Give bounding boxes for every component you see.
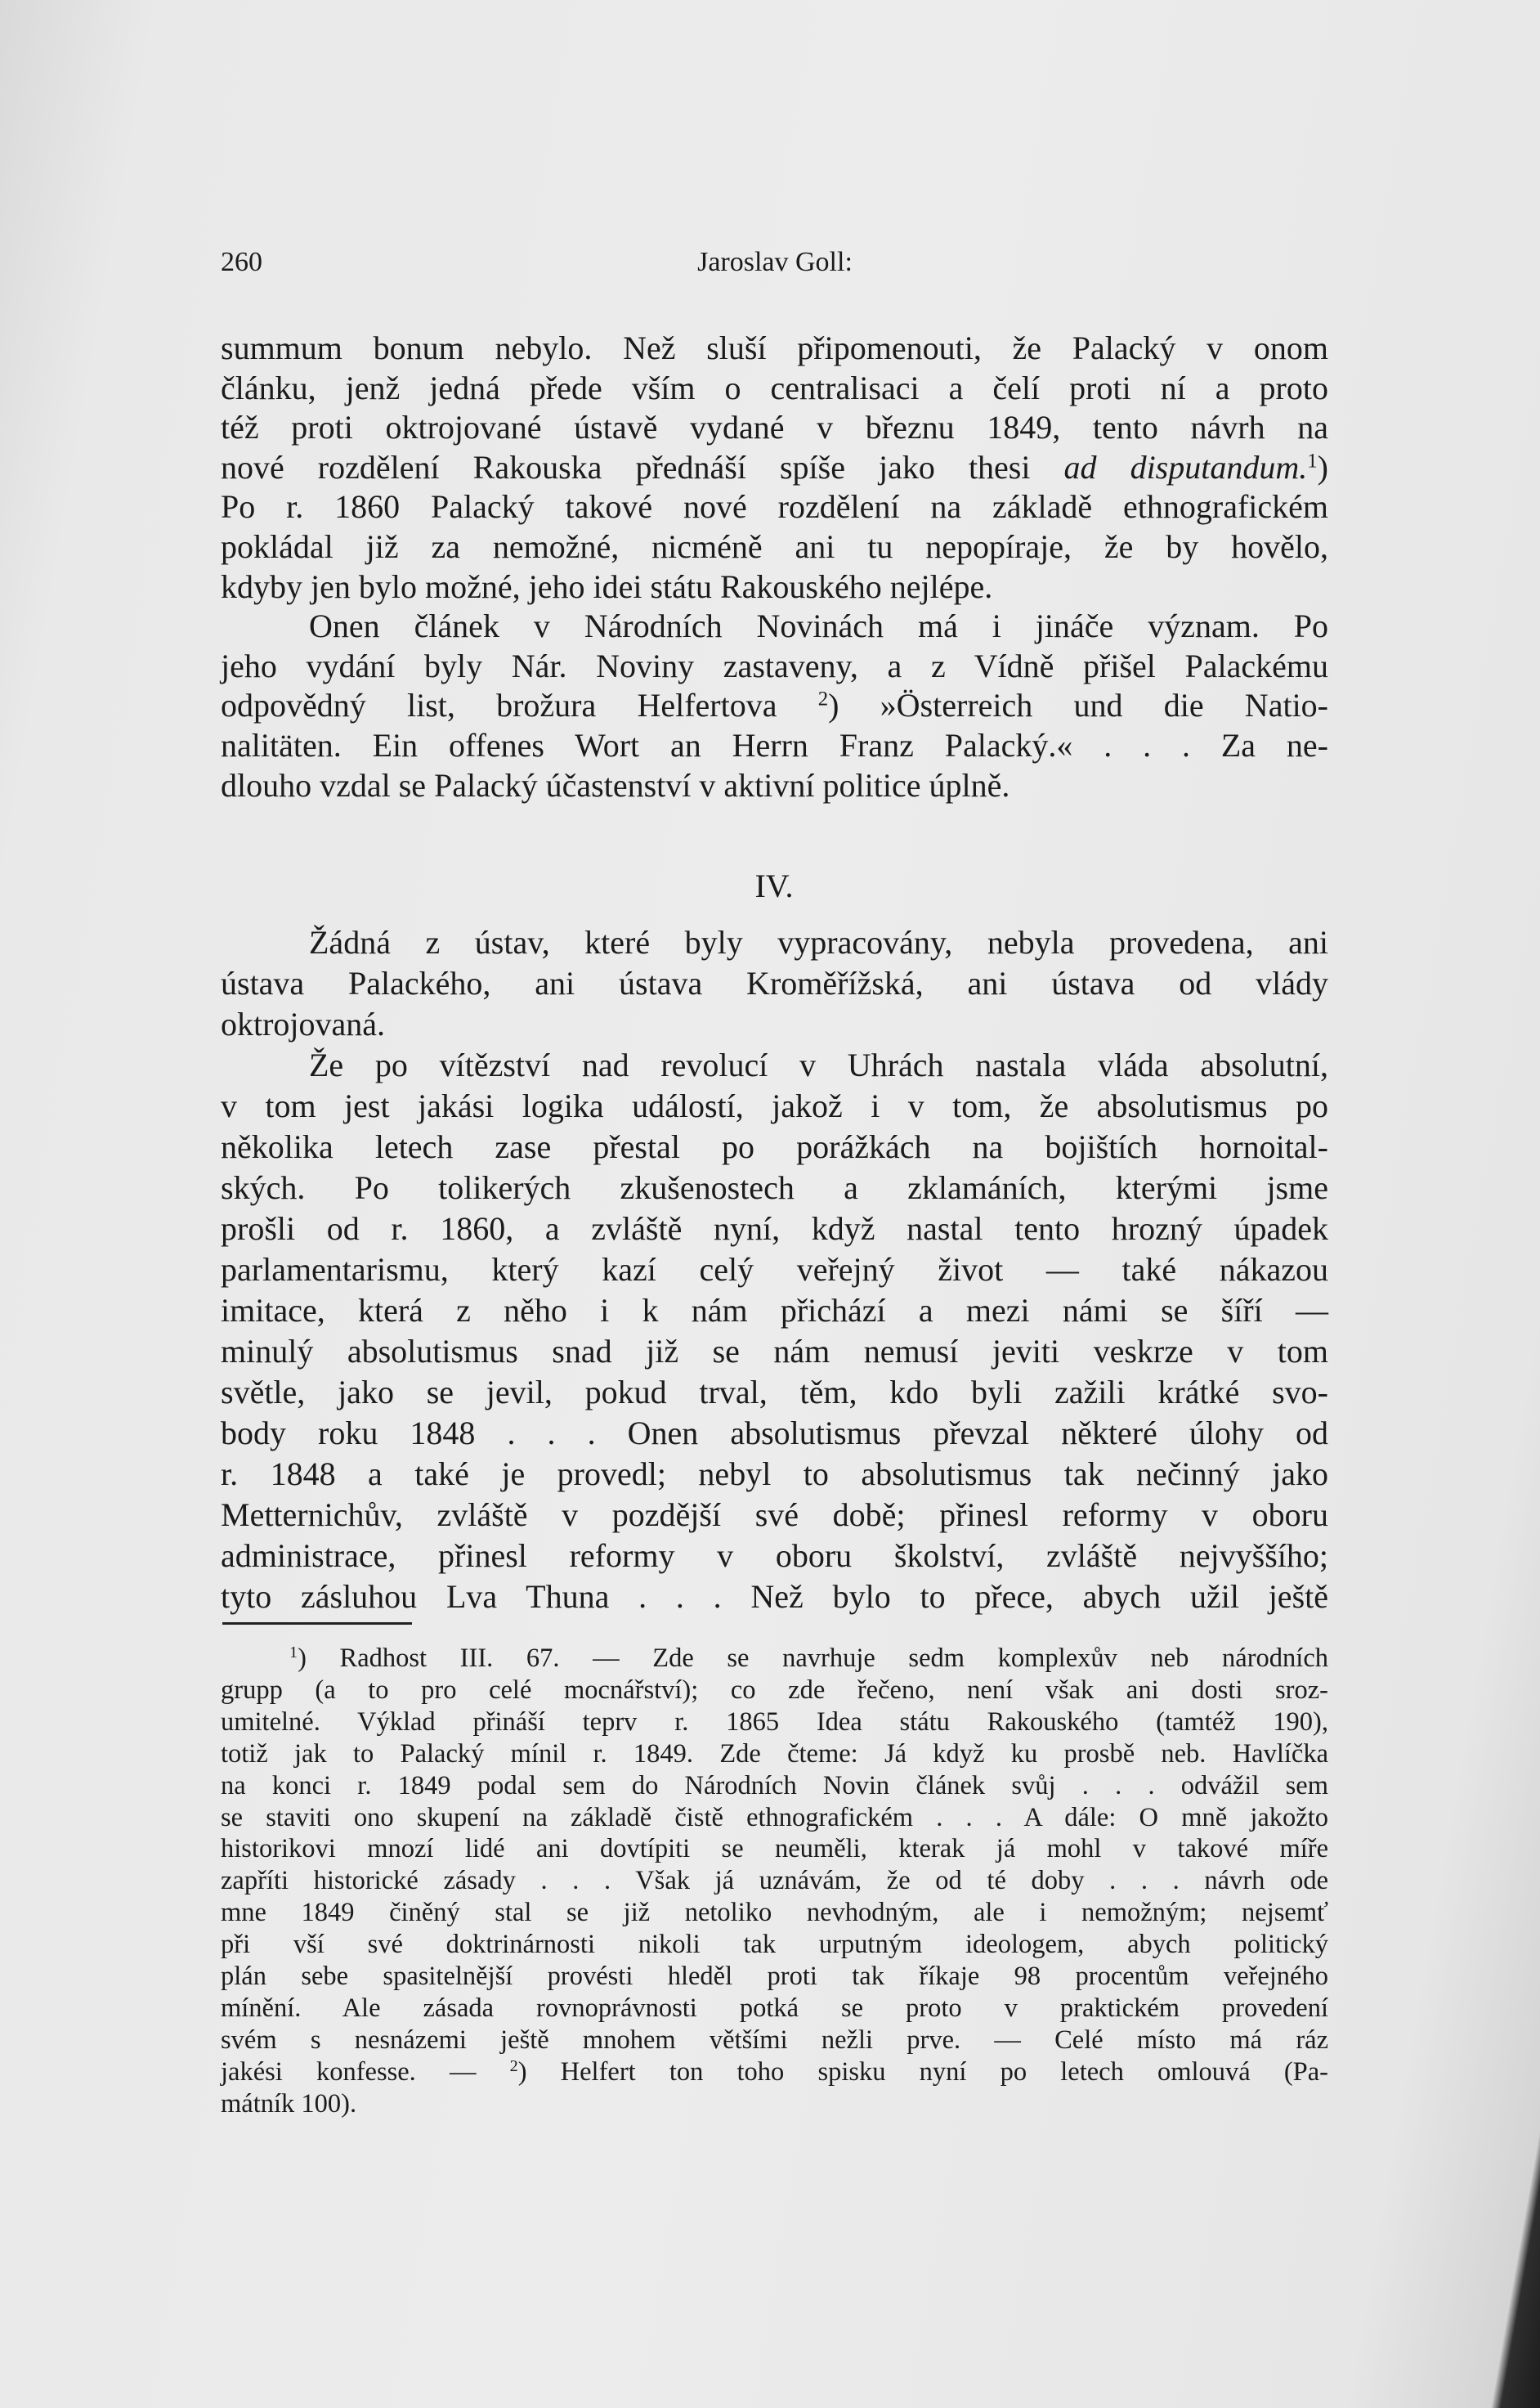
text-run: totiž jak to Palacký mínil r. 1849. Zde čteme: Já když ku prosbě neb. Havlíčka: [221, 1738, 1328, 1769]
footnote-ref: 1: [289, 1643, 298, 1661]
text-line: [221, 1290, 1328, 1331]
text-line: [221, 2088, 1328, 2120]
text-run: dlouho vzdal se Palacký účastenství v aktivní politice úplně.: [221, 766, 1010, 804]
text-line: [221, 647, 1328, 687]
text-run: ) »Österreich und die Natio-: [828, 687, 1328, 724]
text-run: tyto zásluhou Lva Thuna . . . Než bylo to přece, abych užil ještě: [221, 1578, 1328, 1615]
text-run: se staviti ono skupení na základě čistě ethnografickém . . . A dále: O mně jakožto: [221, 1802, 1328, 1832]
text-run: minulý absolutismus snad již se nám nemusí jeviti veskrze v tom: [221, 1333, 1328, 1370]
text-line: [221, 1897, 1328, 1929]
text-run: oktrojovaná.: [221, 1006, 386, 1043]
text-line: [221, 1495, 1328, 1536]
text-line: [221, 2025, 1328, 2056]
italic-text: ad disputandum.: [1063, 448, 1308, 486]
text-run: jakési konfesse. —: [221, 2056, 510, 2087]
page-number: 260: [221, 247, 262, 277]
text-run: jeho vydání byly Nár. Noviny zastaveny, a z Vídně přišel Palackému: [221, 647, 1328, 684]
text-line: [221, 963, 1328, 1004]
text-run: Po r. 1860 Palacký takové nové rozdělení na základě ethnografickém: [221, 488, 1328, 526]
text-line: [221, 1331, 1328, 1372]
text-run: parlamentarismu, který kazí celý veřejný život — také nákazou: [221, 1251, 1328, 1288]
text-line: [221, 1004, 1328, 1045]
text-line: [221, 448, 1328, 488]
text-run: v tom jest jakási logika událostí, jakož i v tom, že absolutismus po: [221, 1087, 1328, 1124]
body-text-block-1: [221, 329, 1328, 805]
text-line: [221, 1536, 1328, 1576]
text-line: [221, 1833, 1328, 1865]
text-run: nalitäten. Ein offenes Wort an Herrn Franz Palacký.« . . . Za ne-: [221, 726, 1328, 764]
text-line: [221, 1961, 1328, 1993]
text-line: [221, 1127, 1328, 1168]
text-run: r. 1848 a také je provedl; nebyl to absolutismus tak nečinný jako: [221, 1455, 1328, 1492]
text-line: [221, 567, 1328, 608]
text-line: [221, 1576, 1328, 1617]
text-run: Metternichův, zvláště v pozdější své době; přinesl reformy v oboru: [221, 1496, 1328, 1533]
body-text-block-2: [221, 922, 1328, 1617]
text-run: Žádná z ústav, které byly vypracovány, nebyla provedena, ani: [309, 924, 1328, 961]
text-run: imitace, která z něho i k nám přichází a mezi námi se šíří —: [221, 1292, 1328, 1329]
text-run: na konci r. 1849 podal sem do Národních Novin článek svůj . . . odvážil sem: [221, 1770, 1328, 1800]
text-line: [221, 922, 1328, 963]
text-line: [221, 686, 1328, 726]
text-line: [221, 1086, 1328, 1127]
footnote-ref: 1: [1307, 450, 1318, 473]
text-line: [221, 2056, 1328, 2088]
text-run: kdyby jen bylo možné, jeho idei státu Rakouského nejlépe.: [221, 567, 993, 605]
text-run: ) Radhost III. 67. — Zde se navrhuje sedm komplexův neb národních: [298, 1643, 1328, 1673]
text-run: zapříti historické zásady . . . Však já uznávám, že od té doby . . . návrh ode: [221, 1866, 1328, 1896]
text-run: ústava Palackého, ani ústava Kroměřížská, ani ústava od vlády: [221, 965, 1328, 1002]
text-line: [221, 1372, 1328, 1413]
text-line: [221, 766, 1328, 806]
running-head: Jaroslav Goll:: [697, 247, 853, 277]
text-line: [221, 1413, 1328, 1454]
text-run: světle, jako se jevil, pokud trval, těm, kdo byli zažili krátké svo-: [221, 1374, 1328, 1410]
text-line: [221, 1929, 1328, 1961]
text-line: [221, 1249, 1328, 1290]
text-line: [221, 726, 1328, 766]
text-line: [221, 1802, 1328, 1834]
text-run: body roku 1848 . . . Onen absolutismus převzal některé úlohy od: [221, 1415, 1328, 1451]
text-run: umitelné. Výklad přináší teprv r. 1865 Idea státu Rakouského (tamtéž 190),: [221, 1706, 1328, 1737]
text-run: článku, jenž jedná přede vším o centralisaci a čelí proti ní a proto: [221, 369, 1328, 406]
text-run: administrace, přinesl reformy v oboru školství, zvláště nejvyššího;: [221, 1537, 1328, 1574]
text-line: [221, 1770, 1328, 1802]
text-run: též proti oktrojované ústavě vydané v březnu 1849, tento návrh na: [221, 409, 1328, 446]
text-line: [221, 369, 1328, 409]
text-line: [221, 1454, 1328, 1495]
text-run: ských. Po tolikerých zkušenostech a zklamáních, kterými jsme: [221, 1169, 1328, 1206]
text-line: [221, 607, 1328, 647]
text-run: mne 1849 činěný stal se již netoliko nevhodným, ale i nemožným; nejsemť: [221, 1898, 1328, 1928]
text-line: [221, 1865, 1328, 1897]
text-run: mátník 100).: [221, 2088, 357, 2119]
text-run: ) Helfert ton toho spisku nyní po letech omlouvá (Pa-: [517, 2056, 1328, 2087]
text-run: nové rozdělení Rakouska přednáší spíše jako thesi: [221, 448, 1064, 486]
text-run: při vší své doktrinárnosti nikoli tak urputným ideologem, abych politický: [221, 1930, 1328, 1960]
text-line: [221, 1993, 1328, 2025]
text-line: [221, 1208, 1328, 1249]
text-line: [221, 1643, 1328, 1675]
text-run: svém s nesnázemi ještě mnohem většími nežli prve. — Celé místo má ráz: [221, 2025, 1328, 2055]
text-run: grupp (a to pro celé mocnářství); co zde řečeno, není však ani dosti sroz-: [221, 1675, 1328, 1705]
text-run: několika letech zase přestal po porážkách na bojištích hornoital-: [221, 1128, 1328, 1165]
footnotes: [221, 1643, 1328, 2120]
footnote-divider: [222, 1622, 412, 1625]
text-line: [221, 1168, 1328, 1208]
text-run: mínění. Ale zásada rovnoprávnosti potká se proto v praktickém provedení: [221, 1993, 1328, 2023]
section-heading: IV.: [754, 868, 794, 904]
footnote-ref: 2: [509, 2056, 518, 2075]
text-run: summum bonum nebylo. Než sluší připomenouti, že Palacký v onom: [221, 330, 1328, 366]
text-run: odpovědný list, brožura Helfertova: [221, 687, 818, 724]
text-line: [221, 527, 1328, 567]
text-run: historikovi mnozí lidé ani dovtípiti se neuměli, kterak já mohl v takové míře: [221, 1834, 1328, 1864]
text-run: ): [1317, 448, 1328, 486]
text-run: Onen článek v Národních Novinách má i jináče význam. Po: [309, 608, 1328, 645]
text-line: [221, 1706, 1328, 1738]
text-line: [221, 487, 1328, 527]
text-line: [221, 1738, 1328, 1770]
text-line: [221, 1675, 1328, 1706]
text-line: [221, 1045, 1328, 1086]
text-line: [221, 329, 1328, 369]
text-run: plán sebe spasitelnější provésti hleděl proti tak říkaje 98 procentům veřejného: [221, 1962, 1328, 1992]
footnote-ref: 2: [817, 688, 829, 711]
text-line: [221, 408, 1328, 448]
text-run: prošli od r. 1860, a zvláště nyní, když nastal tento hrozný úpadek: [221, 1210, 1328, 1247]
text-run: Že po vítězství nad revolucí v Uhrách nastala vláda absolutní,: [309, 1047, 1328, 1083]
text-run: pokládal již za nemožné, nicméně ani tu nepopíraje, že by hovělo,: [221, 527, 1328, 565]
